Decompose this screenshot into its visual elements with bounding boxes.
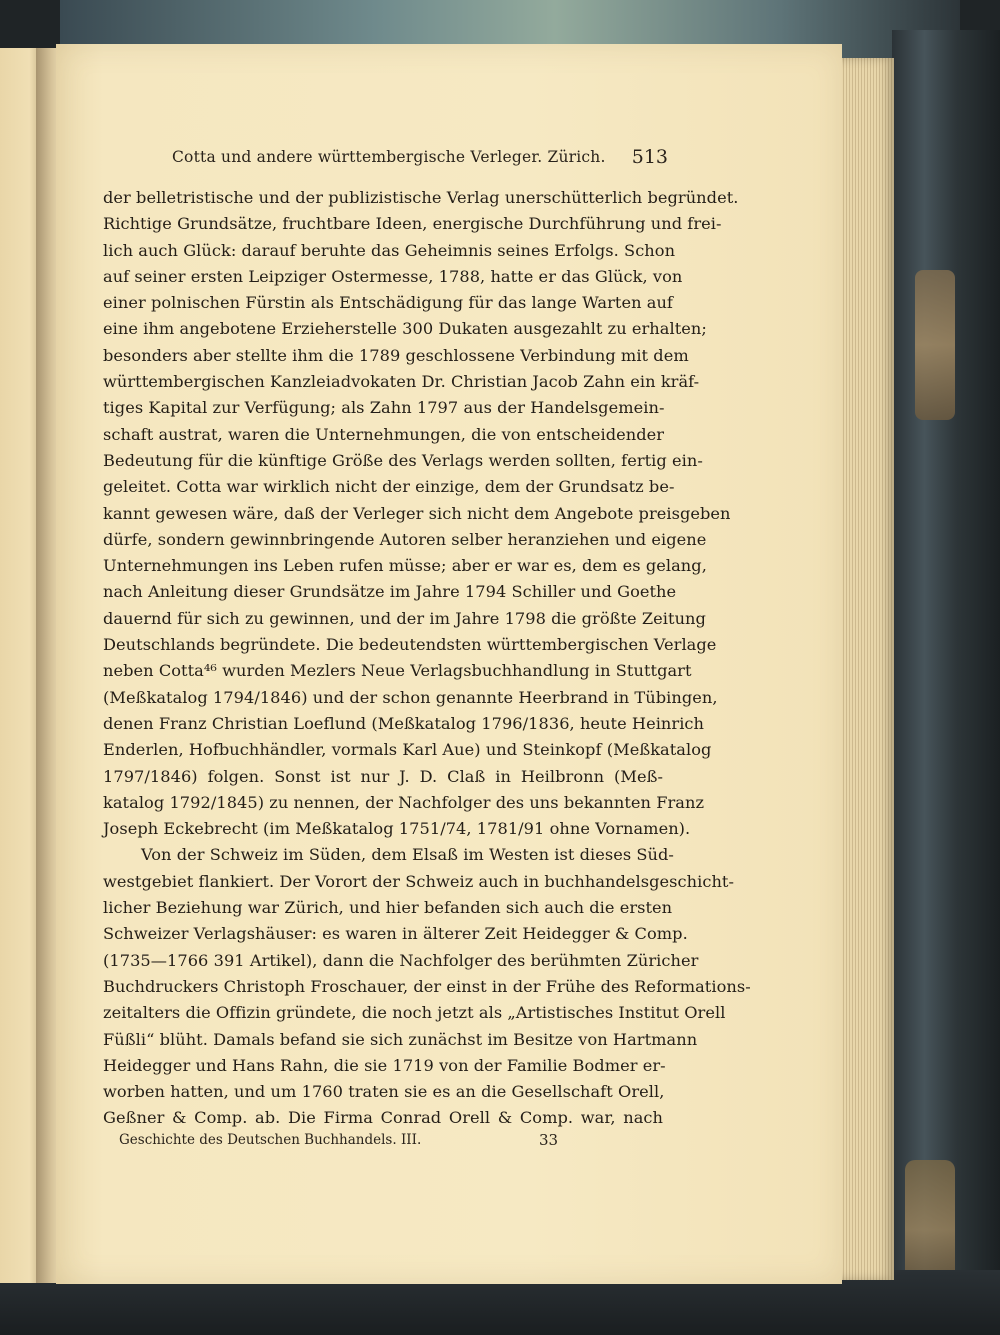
text-line: Bedeutung für die künftige Größe des Verlags werden sollten, fertig ein- [103,450,703,470]
text-line: kannt gewesen wäre, daß der Verleger sich nicht dem Angebote preisgeben [103,503,731,523]
text-line: katalog 1792/1845) zu nennen, der Nachfolger des uns bekannten Franz [103,792,705,812]
text-line: auf seiner ersten Leipziger Ostermesse, 1788, hatte er das Glück, von [103,266,683,286]
page-edges-stack [838,58,894,1280]
text-line: Deutschlands begründete. Die bedeutendsten württembergischen Verlage [103,635,717,655]
text-line: Unternehmungen ins Leben rufen müsse; aber er war es, dem es gelang, [103,556,707,576]
running-head: Cotta und andere württembergische Verleger. Zürich. [172,148,606,166]
text-line: neben Cotta⁴⁶ wurden Mezlers Neue Verlagsbuchhandlung in Stuttgart [103,661,692,681]
worn-cover-patch [915,270,955,420]
footer-book-title: Geschichte des Deutschen Buchhandels. III. [119,1132,422,1148]
printer-signature: 33 [539,1131,559,1149]
text-line: besonders aber stellte ihm die 1789 geschlossene Verbindung mit dem [103,345,689,365]
text-line: Schweizer Verlagshäuser: es waren in älterer Zeit Heidegger & Comp. [103,924,688,944]
text-line: dürfe, sondern gewinnbringende Autoren selber heranziehen und eigene [103,529,707,549]
text-line: dauernd für sich zu gewinnen, und der im Jahre 1798 die größte Zeitung [103,608,706,628]
text-line: der belletristische und der publizistische Verlag unerschütterlich begründet. [103,188,739,207]
text-line: Richtige Grundsätze, fruchtbare Ideen, energische Durchführung und frei- [103,214,722,234]
text-line: schaft austrat, waren die Unternehmungen, die von entscheidender [103,424,665,444]
text-line: worben hatten, und um 1760 traten sie es an die Gesellschaft Orell, [103,1082,665,1102]
text-line: zeitalters die Offizin gründete, die noch jetzt als „Artistisches Institut Orell [103,1003,726,1023]
text-line: württembergischen Kanzleiadvokaten Dr. Christian Jacob Zahn ein kräf- [103,372,700,392]
text-line: eine ihm angebotene Erzieherstelle 300 Dukaten ausgezahlt zu erhalten; [103,319,707,339]
text-line: nach Anleitung dieser Grundsätze im Jahre 1794 Schiller und Goethe [103,582,677,602]
text-line: (Meßkatalog 1794/1846) und der schon genannte Heerbrand in Tübingen, [103,687,718,707]
text-line: Joseph Eckebrecht (im Meßkatalog 1751/74, 1781/91 ohne Vornamen). [103,819,691,839]
text-line: Buchdruckers Christoph Froschauer, der einst in der Frühe des Reformations- [103,976,751,996]
text-line: Füßli“ blüht. Damals befand sie sich zunächst im Besitze von Hartmann [103,1029,698,1049]
text-line: denen Franz Christian Loeflund (Meßkatalog 1796/1836, heute Heinrich [103,713,705,733]
text-line: Enderlen, Hofbuchhändler, vormals Karl Aue) und Steinkopf (Meßkatalog [103,740,712,760]
page-header [172,148,668,178]
text-line: geleitet. Cotta war wirklich nicht der einzige, dem der Grundsatz be- [103,477,675,497]
text-line: einer polnischen Fürstin als Entschädigung für das lange Warten auf [103,293,673,313]
text-line: Von der Schweiz im Süden, dem Elsaß im Westen ist dieses Süd- [141,845,674,865]
text-line: 1797/1846) folgen. Sonst ist nur J. D. Claß in Heilbronn (Meß- [103,766,663,786]
page-number: 513 [631,146,668,168]
text-line: westgebiet flankiert. Der Vorort der Schweiz auch in buchhandelsgeschicht- [103,871,735,891]
text-line: (1735—1766 391 Artikel), dann die Nachfolger des berühmten Züricher [103,950,699,970]
page-footer [119,1132,589,1156]
text-line: lich auch Glück: darauf beruhte das Geheimnis seines Erfolgs. Schon [103,240,676,260]
text-line: Geßner & Comp. ab. Die Firma Conrad Orell & Comp. war, nach [103,1108,663,1128]
book-cover-right [892,30,1000,1335]
text-line: Heidegger und Hans Rahn, die sie 1719 von der Familie Bodmer er- [103,1055,666,1075]
text-line: licher Beziehung war Zürich, und hier befanden sich auch die ersten [103,898,673,918]
text-line: tiges Kapital zur Verfügung; als Zahn 1797 aus der Handelsgemein- [103,398,665,418]
body-text [103,185,751,1132]
